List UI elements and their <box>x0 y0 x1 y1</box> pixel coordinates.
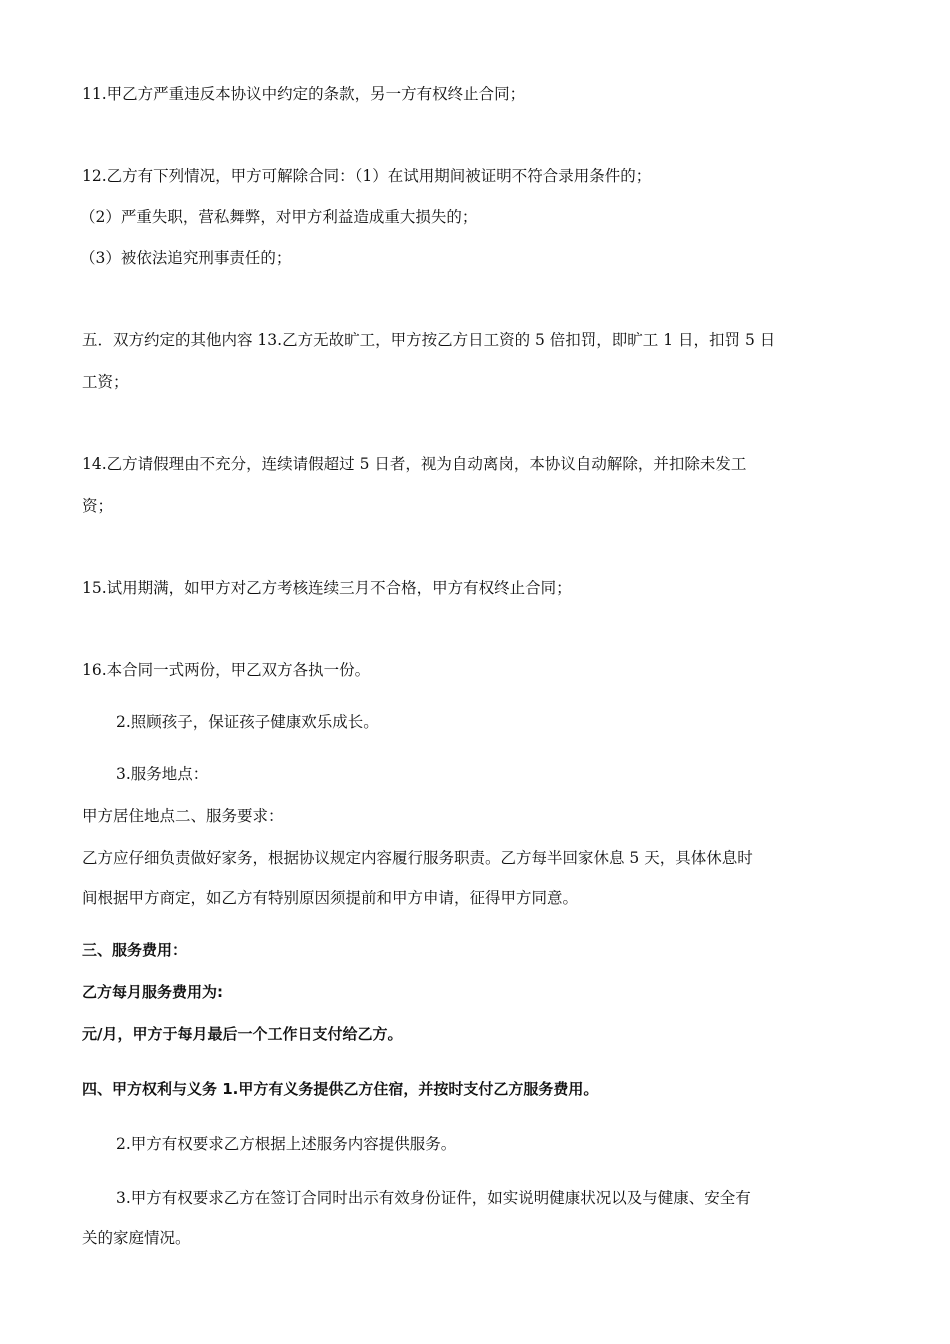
monthly-fee-label: 乙方每月服务费用为: <box>82 983 223 1001</box>
clause-12-item-2: （2）严重失职，营私舞弊，对甲方利益造成重大损失的； <box>80 208 478 226</box>
clause-11: 11.甲乙方严重违反本协议中约定的条款，另一方有权终止合同； <box>82 85 526 103</box>
clause-15: 15.试用期满，如甲方对乙方考核连续三月不合格，甲方有权终止合同； <box>82 579 572 597</box>
section-3-heading: 三、服务费用： <box>82 941 188 959</box>
clause-12: 12.乙方有下列情况，甲方可解除合同：（1）在试用期间被证明不符合录用条件的； <box>82 167 652 185</box>
service-location-heading: 3.服务地点： <box>116 765 209 783</box>
clause-14-cont: 资； <box>82 497 114 515</box>
service-item-2: 2.照顾孩子，保证孩子健康欢乐成长。 <box>116 713 379 731</box>
monthly-fee-payment: 元/月，甲方于每月最后一个工作日支付给乙方。 <box>82 1025 403 1043</box>
service-requirements-text: 乙方应仔细负责做好家务，根据协议规定内容履行服务职责。乙方每半回家休息 5 天，具体休息时 <box>82 849 753 867</box>
service-requirements-text-cont: 间根据甲方商定，如乙方有特别原因须提前和甲方申请，征得甲方同意。 <box>82 889 579 907</box>
section-4-heading: 四、甲方权利与义务 1.甲方有义务提供乙方住宿，并按时支付乙方服务费用。 <box>82 1080 599 1098</box>
service-location-and-requirements: 甲方居住地点二、服务要求： <box>82 807 284 825</box>
party-a-right-2: 2.甲方有权要求乙方根据上述服务内容提供服务。 <box>116 1135 457 1153</box>
clause-16: 16.本合同一式两份，甲乙双方各执一份。 <box>82 661 371 679</box>
party-a-right-3-cont: 关的家庭情况。 <box>82 1229 191 1247</box>
section-5-clause-13: 五．双方约定的其他内容 13.乙方无故旷工，甲方按乙方日工资的 5 倍扣罚，即旷工 1 日，扣罚 5 日 <box>82 331 776 349</box>
section-5-clause-13-cont: 工资； <box>82 373 129 391</box>
clause-12-item-3: （3）被依法追究刑事责任的； <box>80 249 292 267</box>
party-a-right-3: 3.甲方有权要求乙方在签订合同时出示有效身份证件，如实说明健康状况以及与健康、安全有 <box>116 1189 751 1207</box>
clause-14: 14.乙方请假理由不充分，连续请假超过 5 日者，视为自动离岗，本协议自动解除，并扣除未发工 <box>82 455 747 473</box>
